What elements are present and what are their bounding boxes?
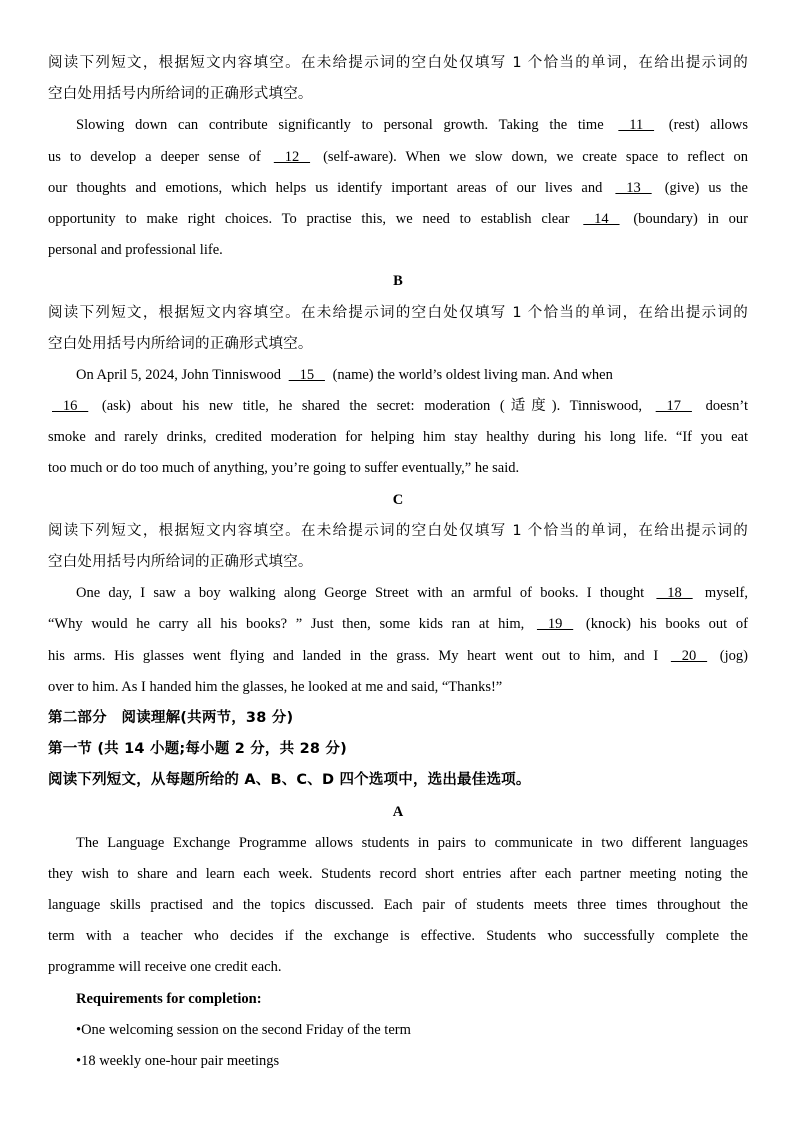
blank-15[interactable]: 15 — [288, 366, 325, 383]
instruction-line-1-c: 阅读下列短文，根据短文内容填空。在未给提示词的空白处仅填写 1 个恰当的单词，在给出提示词的 — [48, 522, 748, 539]
part-2-title: 第二部分 阅读理解(共两节，38 分) — [48, 709, 294, 726]
instruction-line-2: 空白处用括号内所给词的正确形式填空。 — [48, 86, 313, 103]
reading-a-line-5: programme will receive one credit each. — [48, 959, 282, 976]
passage-c-line-4: over to him. As I handed him the glasses, he looked at me and said, “Thanks!” — [48, 678, 503, 695]
reading-a-line-1: The Language Exchange Programme allows students in pairs to communicate in two different languages — [76, 834, 748, 851]
section-heading-c: C — [392, 491, 404, 508]
section-1-instruction: 阅读下列短文，从每题所给的 A、B、C、D 四个选项中，选出最佳选项。 — [48, 772, 531, 789]
blank-16[interactable]: 16 — [52, 398, 89, 415]
passage-b-line-3: smoke and rarely drinks, credited moderation for helping him stay healthy during his long life. “If you eat — [48, 429, 748, 446]
reading-a-line-3: language skills practised and the topics discussed. Each pair of students meets three times throughout the — [48, 897, 748, 914]
blank-13[interactable]: 13 — [615, 179, 652, 196]
requirement-bullet-2: •18 weekly one-hour pair meetings — [76, 1053, 280, 1069]
blank-19[interactable]: 19 — [536, 616, 574, 633]
section-heading-b: B — [393, 273, 403, 290]
passage-b-line-1: On April 5, 2024, John Tinniswood 15 (name) the world’s oldest living man. And when — [48, 360, 748, 391]
blank-11[interactable]: 11 — [618, 117, 655, 134]
passage-a-line-1: Slowing down can contribute significantly to personal growth. Taking the time 11 (rest) allows — [48, 110, 748, 141]
passage-c-line-1: One day, I saw a boy walking along George Street with an armful of books. I thought 18 myself, — [48, 578, 748, 609]
document-page — [48, 48, 748, 1077]
requirements-title: Requirements for completion: — [76, 990, 262, 1007]
blank-18[interactable]: 18 — [656, 585, 693, 602]
instruction-line-1-b: 阅读下列短文，根据短文内容填空。在未给提示词的空白处仅填写 1 个恰当的单词，在给出提示词的 — [48, 304, 748, 321]
passage-a-line-5: personal and professional life. — [48, 242, 223, 259]
section-1-title: 第一节 (共 14 小题;每小题 2 分，共 28 分) — [48, 741, 347, 758]
passage-c-line-3: his arms. His glasses went flying and landed in the grass. My heart went out to him, and I 20 (jog) — [48, 641, 748, 672]
passage-c-line-2: “Why would he carry all his books? ” Just then, some kids ran at him, 19 (knock) his books out of — [48, 609, 748, 640]
instruction-line-2-b: 空白处用括号内所给词的正确形式填空。 — [48, 335, 313, 352]
blank-20[interactable]: 20 — [670, 647, 708, 664]
section-heading-a: A — [392, 803, 404, 820]
instruction-line-1: 阅读下列短文，根据短文内容填空。在未给提示词的空白处仅填写 1 个恰当的单词，在给出提示词的 — [48, 55, 748, 71]
passage-a-line-2: us to develop a deeper sense of 12 (self-aware). When we slow down, we create space to reflect on — [48, 142, 748, 173]
passage-a-line-3: our thoughts and emotions, which helps us identify important areas of our lives and 13 (give) us the — [48, 173, 748, 204]
reading-a-line-2: they wish to share and learn each week. Students record short entries after each partner meeting noting the — [48, 865, 748, 882]
reading-a-line-4: term with a teacher who decides if the exchange is effective. Students who successfully complete the — [48, 928, 748, 945]
blank-12[interactable]: 12 — [273, 148, 311, 165]
passage-b-line-2: 16 (ask) about his new title, he shared the secret: moderation (适度). Tinniswood, 17 doesn’t — [48, 391, 748, 422]
passage-a-line-4: opportunity to make right choices. To practise this, we need to establish clear 14 (boundary) in our — [48, 204, 748, 235]
blank-14[interactable]: 14 — [583, 210, 620, 227]
passage-b-line-4: too much or do too much of anything, you’re going to suffer eventually,” he said. — [48, 460, 520, 477]
requirement-bullet-1: •One welcoming session on the second Friday of the term — [76, 1021, 411, 1038]
blank-17[interactable]: 17 — [655, 398, 692, 415]
instruction-line-2-c: 空白处用括号内所给词的正确形式填空。 — [48, 554, 313, 570]
